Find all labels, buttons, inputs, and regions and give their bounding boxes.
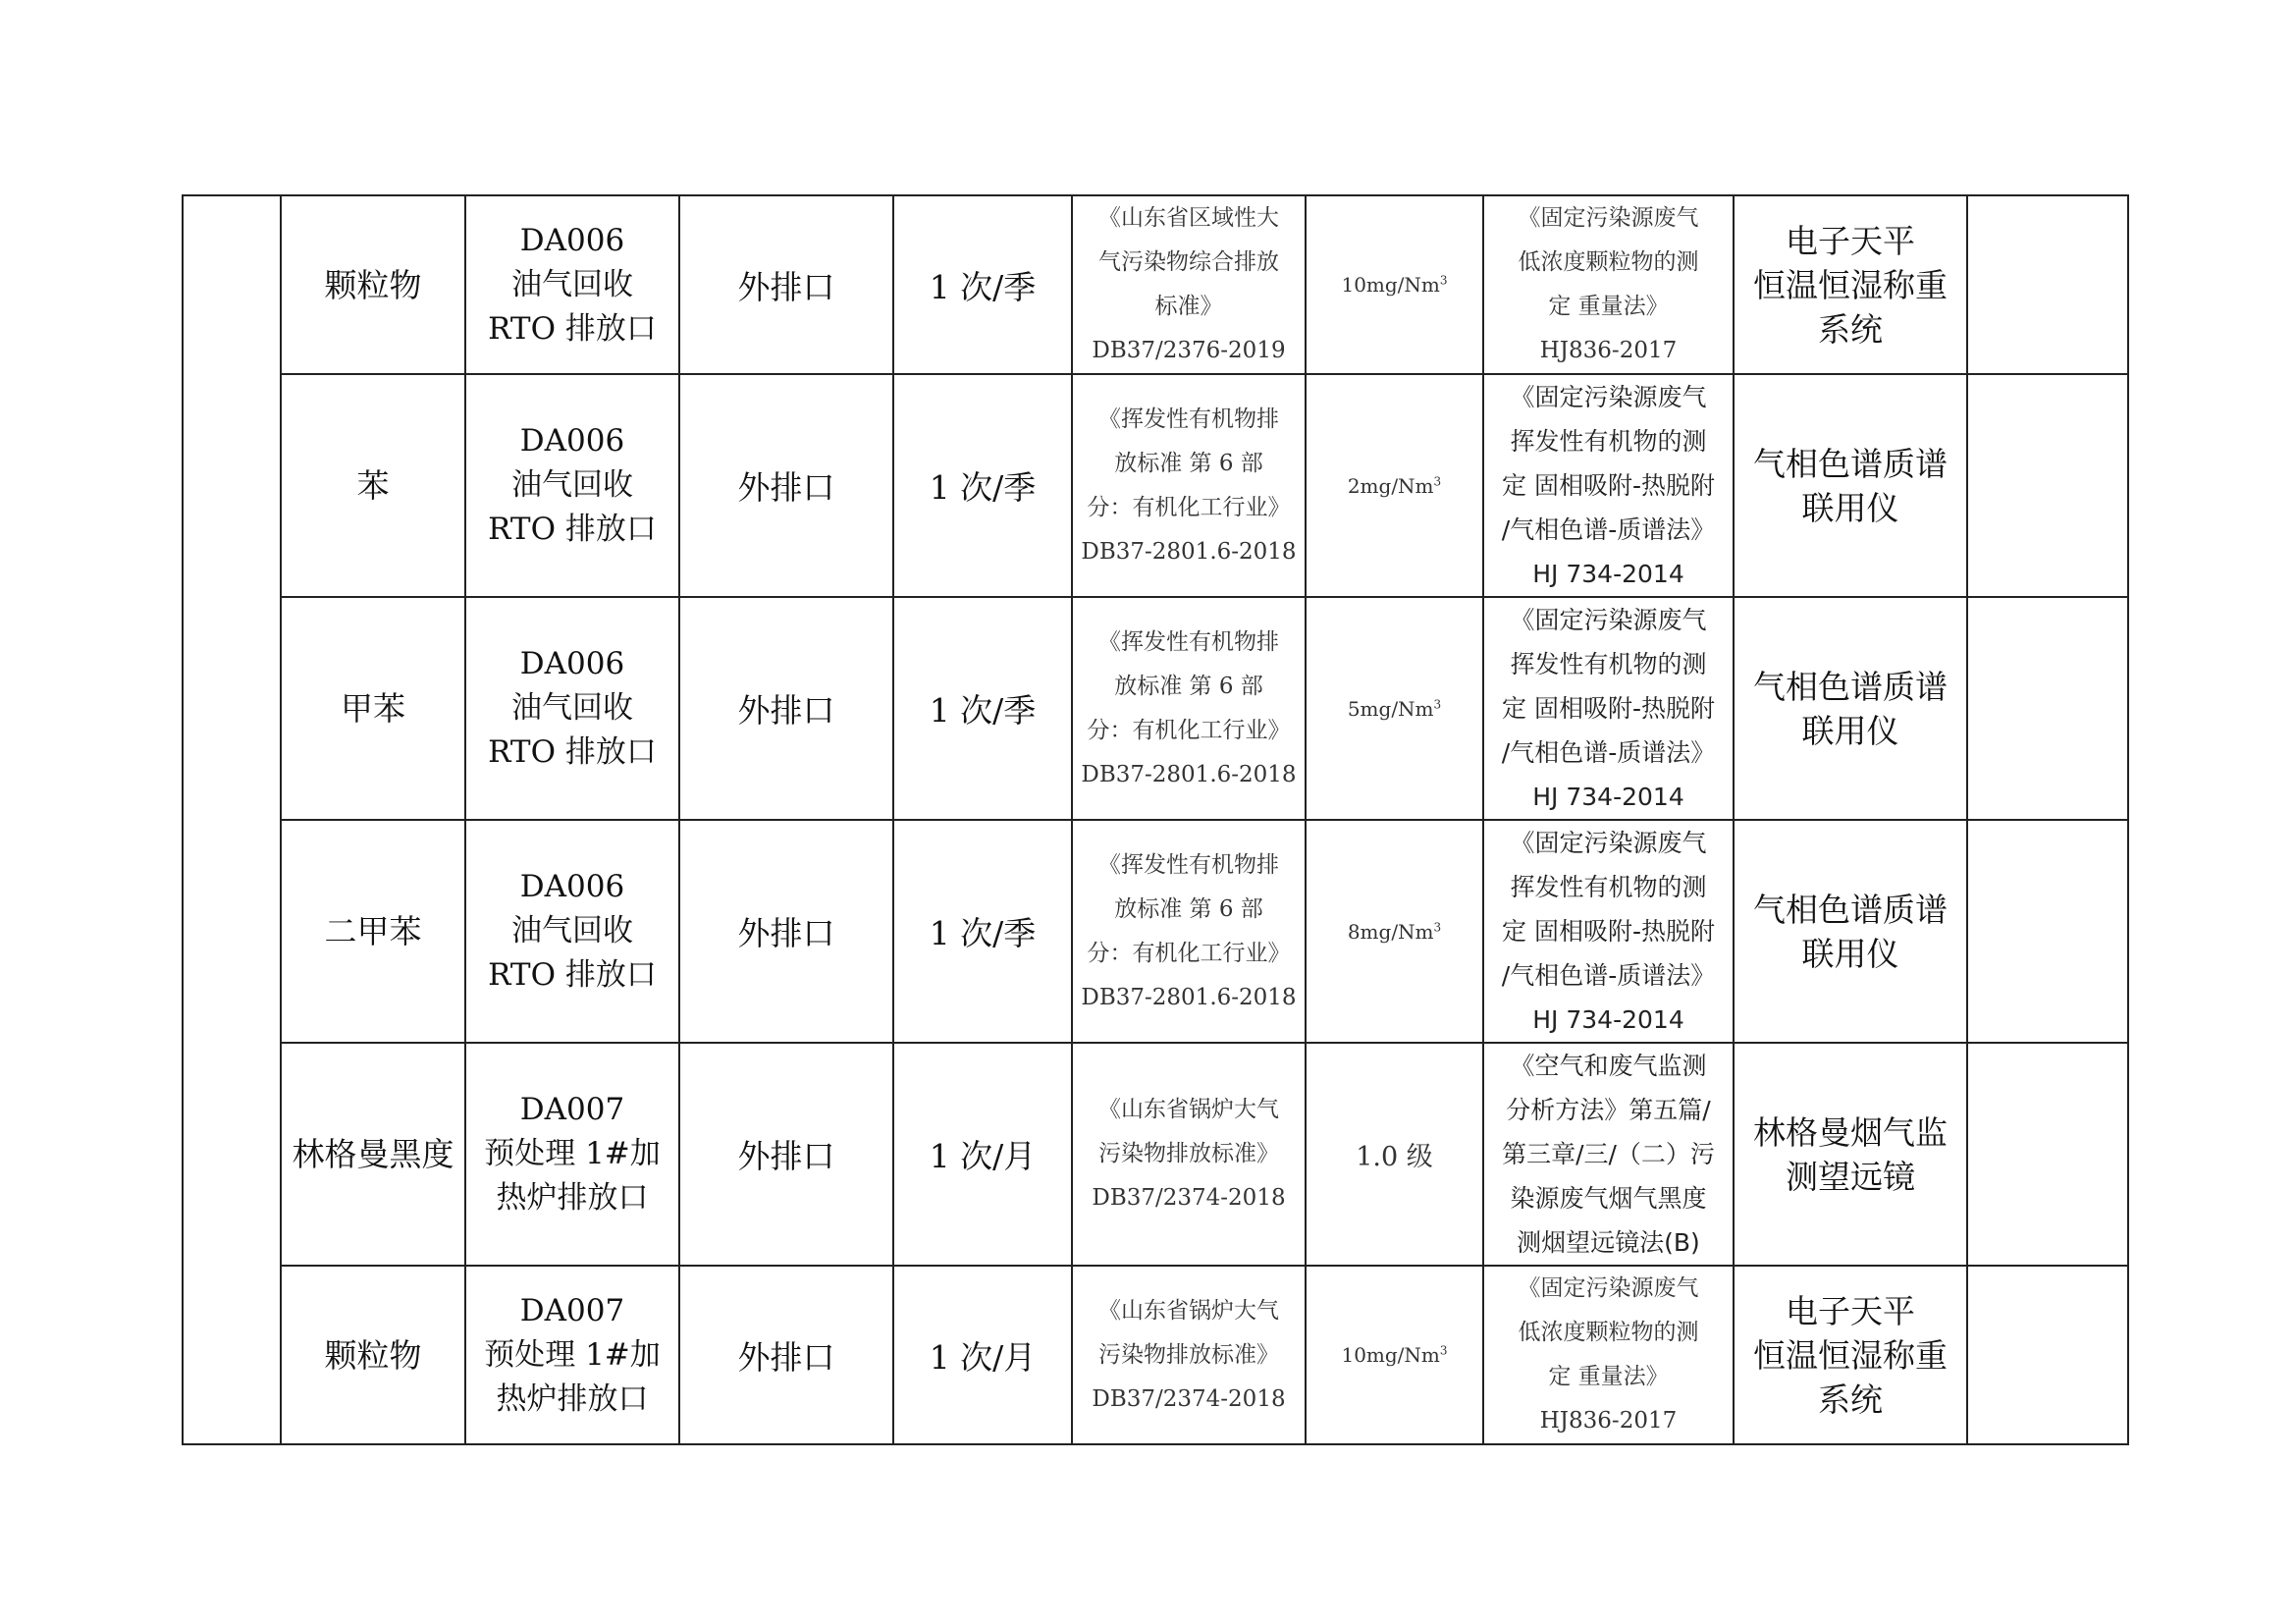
table-body [183,195,2128,1444]
monitoring-point-cell-line: 热炉排放口 [496,1180,649,1216]
monitoring-point-cell-line: RTO 排放口 [488,734,657,770]
method-cell-line: 《空气和废气监测 [1510,1052,1707,1080]
pollutant-cell: 甲苯 [281,597,465,820]
instrument-cell-line: 联用仪 [1801,711,1899,750]
table-row [183,820,2128,1043]
method-cell-line: /气相色谱-质谱法》 [1501,515,1716,544]
pollutant-cell: 二甲苯 [281,820,465,1043]
frequency-cell: 1 次/季 [893,597,1072,820]
outlet-type-cell: 外排口 [679,597,893,820]
standard-cell-line: 放标准 第 6 部 [1114,673,1263,699]
instrument-cell-line: 联用仪 [1801,488,1899,527]
limit-unit-exponent: 3 [1433,919,1442,934]
standard-cell-line: DB37/2374-2018 [1092,1385,1286,1412]
monitoring-point-cell-line: 预处理 1#加 [484,1336,661,1373]
standard-cell-line: 分：有机化工行业》 [1087,717,1291,743]
monitoring-point-cell-line: RTO 排放口 [488,310,657,347]
monitoring-point-cell-line: RTO 排放口 [488,512,657,547]
instrument-cell-line: 气相色谱质谱 [1753,890,1948,929]
limit-value: 8mg/Nm [1347,919,1434,944]
monitoring-point-cell-line: DA006 [519,222,625,258]
monitoring-point-cell-line: DA007 [519,1292,625,1328]
instrument-cell [1734,1043,1967,1266]
monitoring-point-cell [465,374,679,597]
monitoring-point-cell-line: 热炉排放口 [496,1380,649,1417]
remarks-cell [1967,1043,2128,1266]
monitoring-point-cell-line: 油气回收 [511,467,633,503]
method-cell [1483,1043,1734,1266]
frequency-cell: 1 次/季 [893,195,1072,374]
standard-cell-line: 污染物排放标准》 [1098,1141,1279,1166]
standard-cell-line: 《挥发性有机物排 [1098,406,1279,432]
merged-category-cell [183,195,281,1444]
method-cell [1483,374,1734,597]
standard-cell-line: 标准》 [1154,294,1223,319]
method-cell-line: /气相色谱-质谱法》 [1501,738,1716,767]
limit-cell [1306,1266,1483,1444]
remarks-cell [1967,1266,2128,1444]
method-cell-line: 低浓度颗粒物的测 [1518,1320,1699,1345]
method-cell-line: 《固定污染源废气 [1510,829,1707,857]
standard-cell-line: DB37-2801.6-2018 [1081,984,1297,1010]
monitoring-table [182,194,2129,1445]
limit-value: 10mg/Nm [1341,273,1440,297]
standard-cell-line: 《挥发性有机物排 [1098,851,1279,878]
limit-cell [1306,195,1483,374]
standard-cell-line: 《挥发性有机物排 [1098,628,1279,655]
method-cell-line: 《固定污染源废气 [1510,606,1707,634]
method-cell [1483,1266,1734,1444]
method-cell-line: HJ 734-2014 [1532,1005,1684,1034]
monitoring-point-cell [465,1043,679,1266]
outlet-type-cell: 外排口 [679,195,893,374]
method-cell [1483,195,1734,374]
limit-unit-exponent: 3 [1439,273,1448,288]
frequency-cell: 1 次/季 [893,820,1072,1043]
monitoring-point-cell-line: DA007 [519,1092,625,1127]
outlet-type-cell: 外排口 [679,374,893,597]
limit-cell [1306,1043,1483,1266]
instrument-cell-line: 恒温恒湿称重 [1753,265,1948,304]
frequency-cell: 1 次/月 [893,1266,1072,1444]
method-cell-line: 挥发性有机物的测 [1510,650,1707,678]
standard-cell-line: DB37/2374-2018 [1092,1185,1286,1211]
standard-cell-line: 《山东省锅炉大气 [1098,1297,1279,1324]
standard-cell-line: 分：有机化工行业》 [1087,494,1291,520]
method-cell-line: 定 固相吸附-热脱附 [1502,694,1715,723]
method-cell-line: 低浓度颗粒物的测 [1518,249,1699,275]
standard-cell-line: 放标准 第 6 部 [1114,450,1263,476]
instrument-cell-line: 电子天平 [1786,221,1915,260]
instrument-cell-line: 测望远镜 [1786,1157,1915,1196]
limit-unit-exponent: 3 [1439,1343,1448,1358]
instrument-cell [1734,820,1967,1043]
monitoring-point-cell-line: DA006 [519,646,625,681]
standard-cell-line: DB37-2801.6-2018 [1081,538,1297,565]
method-cell-line: 挥发性有机物的测 [1510,427,1707,456]
method-cell-line: 挥发性有机物的测 [1510,873,1707,901]
instrument-cell-line: 电子天平 [1786,1291,1915,1330]
instrument-cell-line: 系统 [1818,309,1883,349]
monitoring-point-cell-line: 油气回收 [511,690,633,726]
method-cell-line: 染源废气烟气黑度 [1510,1184,1707,1213]
limit-unit-exponent: 3 [1433,696,1442,711]
standard-cell-line: 《山东省锅炉大气 [1098,1097,1279,1122]
limit-unit-exponent: 3 [1433,473,1442,488]
table-row [183,1043,2128,1266]
monitoring-point-cell-line: 油气回收 [511,266,633,302]
table-row [183,195,2128,374]
instrument-cell-line: 气相色谱质谱 [1753,667,1948,706]
method-cell-line: 测烟望远镜法(B) [1517,1228,1700,1257]
monitoring-point-cell-line: 油气回收 [511,913,633,948]
instrument-cell-line: 系统 [1818,1380,1883,1419]
method-cell-line: HJ 734-2014 [1532,560,1684,588]
standard-cell-line: DB37/2376-2019 [1092,338,1286,363]
standard-cell-line: 气污染物综合排放 [1098,249,1279,275]
pollutant-cell: 颗粒物 [281,195,465,374]
method-cell-line: 《固定污染源废气 [1518,205,1699,231]
method-cell [1483,820,1734,1043]
standard-cell [1072,1043,1306,1266]
monitoring-point-cell-line: RTO 排放口 [488,957,657,993]
instrument-cell-line: 气相色谱质谱 [1753,444,1948,483]
monitoring-point-cell-line: DA006 [519,423,625,459]
remarks-cell [1967,820,2128,1043]
method-cell-line: 分析方法》第五篇/ [1506,1096,1711,1124]
standard-cell-line: 放标准 第 6 部 [1114,895,1263,922]
limit-cell [1306,820,1483,1043]
standard-cell [1072,820,1306,1043]
method-cell-line: 第三章/三/（二）污 [1502,1140,1715,1168]
standard-cell-line: 分：有机化工行业》 [1087,940,1291,966]
method-cell-line: 定 固相吸附-热脱附 [1502,917,1715,946]
limit-value: 10mg/Nm [1341,1343,1440,1367]
standard-cell [1072,195,1306,374]
monitoring-point-cell [465,195,679,374]
method-cell-line: 定 固相吸附-热脱附 [1502,471,1715,500]
limit-value: 5mg/Nm [1347,696,1434,721]
outlet-type-cell: 外排口 [679,1266,893,1444]
method-cell-line: /气相色谱-质谱法》 [1501,961,1716,990]
remarks-cell [1967,597,2128,820]
frequency-cell: 1 次/月 [893,1043,1072,1266]
instrument-cell-line: 林格曼烟气监 [1753,1112,1948,1152]
instrument-cell [1734,597,1967,820]
table-row [183,1266,2128,1444]
instrument-cell [1734,374,1967,597]
method-cell-line: 《固定污染源废气 [1518,1275,1699,1301]
table-row [183,597,2128,820]
method-cell-line: HJ836-2017 [1539,1408,1678,1434]
table-row [183,374,2128,597]
method-cell-line: 《固定污染源废气 [1510,383,1707,411]
monitoring-point-cell-line: 预处理 1#加 [484,1136,661,1171]
monitoring-point-cell [465,820,679,1043]
outlet-type-cell: 外排口 [679,1043,893,1266]
method-cell-line: HJ 734-2014 [1532,783,1684,811]
instrument-cell-line: 联用仪 [1801,934,1899,973]
instrument-cell [1734,1266,1967,1444]
standard-cell-line: 《山东省区域性大 [1098,205,1279,231]
instrument-cell-line: 恒温恒湿称重 [1753,1335,1948,1375]
monitoring-point-cell-line: DA006 [519,869,625,904]
pollutant-cell: 苯 [281,374,465,597]
standard-cell-line: 污染物排放标准》 [1098,1341,1279,1368]
monitoring-point-cell [465,1266,679,1444]
method-cell-line: 定 重量法》 [1548,294,1669,319]
method-cell-line: HJ836-2017 [1539,338,1678,363]
method-cell-line: 定 重量法》 [1548,1364,1669,1389]
pollutant-cell: 林格曼黑度 [281,1043,465,1266]
limit-value: 2mg/Nm [1347,473,1434,498]
limit-cell [1306,597,1483,820]
limit-value: 1.0 级 [1356,1142,1433,1172]
standard-cell [1072,1266,1306,1444]
standard-cell [1072,597,1306,820]
remarks-cell [1967,195,2128,374]
method-cell [1483,597,1734,820]
standard-cell-line: DB37-2801.6-2018 [1081,761,1297,787]
outlet-type-cell: 外排口 [679,820,893,1043]
frequency-cell: 1 次/季 [893,374,1072,597]
pollutant-cell: 颗粒物 [281,1266,465,1444]
standard-cell [1072,374,1306,597]
monitoring-point-cell [465,597,679,820]
remarks-cell [1967,374,2128,597]
instrument-cell [1734,195,1967,374]
limit-cell [1306,374,1483,597]
